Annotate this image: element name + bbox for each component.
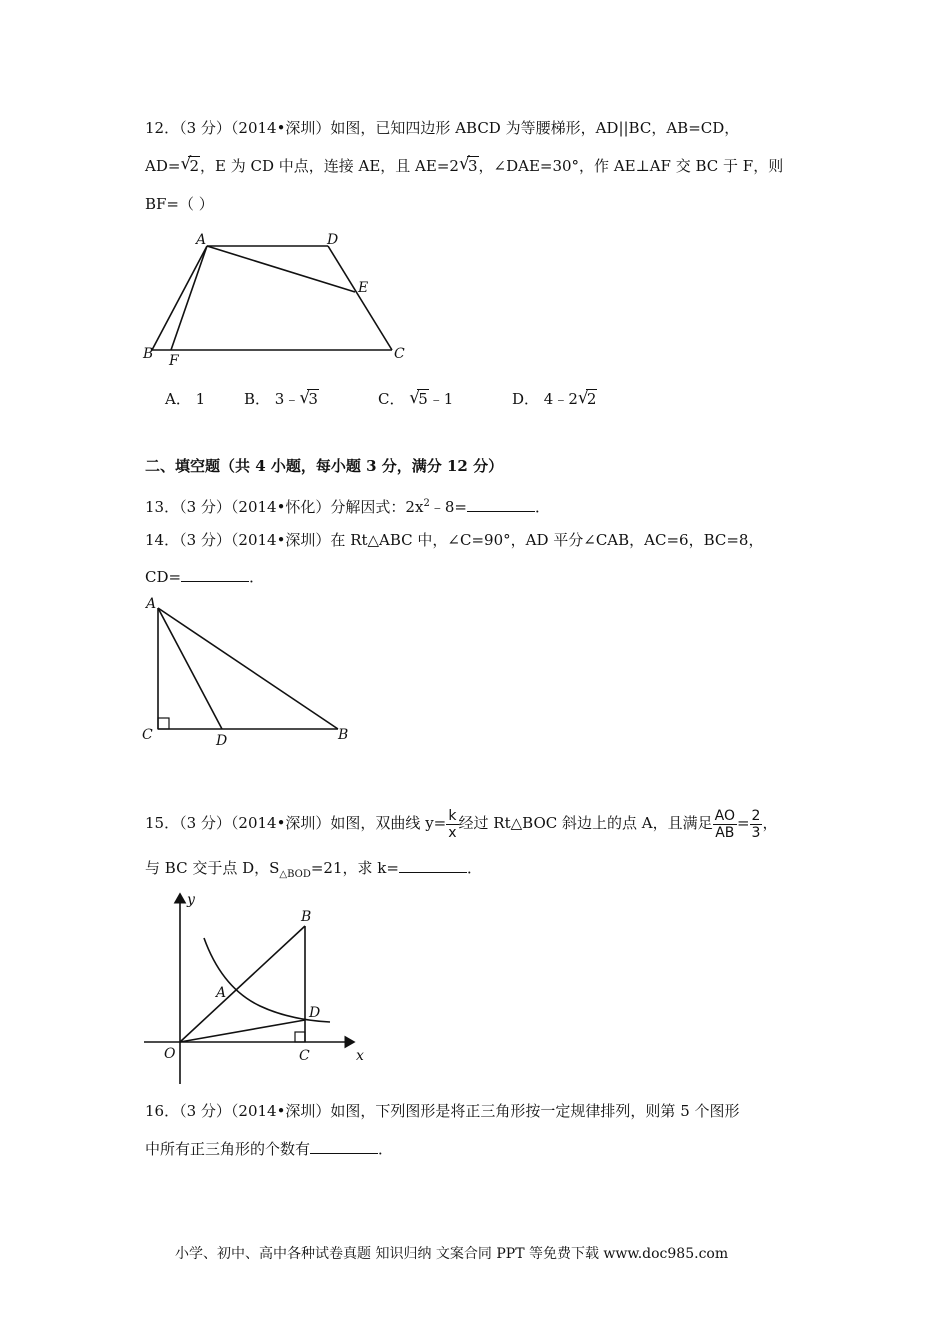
- label-x: x: [356, 1048, 364, 1064]
- label-D: D: [216, 733, 228, 749]
- label-F: F: [169, 353, 179, 369]
- label-A: A: [196, 232, 207, 248]
- q13-answer-blank[interactable]: [467, 497, 535, 512]
- label-D: D: [309, 1005, 321, 1021]
- sqrt-3: √ 3: [458, 154, 478, 175]
- q16-line2: 中所有正三角形的个数有 ．: [145, 1140, 394, 1158]
- q12-line2-b: ，E 为 CD 中点，连接 AE，且 AE=2: [199, 157, 459, 175]
- q12-line2-a: AD=: [145, 157, 181, 175]
- fraction-k-over-x: $\frac{k}{x}$: [448, 807, 457, 841]
- fraction-ao-over-ab: $\frac{AO}{AB}$: [714, 807, 735, 841]
- label-B: B: [143, 346, 154, 362]
- label-C: C: [142, 727, 153, 743]
- q14-line2: CD= ．: [145, 568, 265, 586]
- q16-answer-blank[interactable]: [310, 1139, 378, 1154]
- label-B: B: [301, 909, 312, 925]
- choice-a[interactable]: A． 1: [165, 390, 206, 408]
- q14-line1: 14．（3 分）（2014•深圳）在 Rt△ABC 中，∠C=90°，AD 平分∠CAB，AC=6，BC=8，: [145, 531, 764, 549]
- choice-d[interactable]: D． 4﹣2 √ 2: [512, 388, 597, 408]
- q15-answer-blank[interactable]: [399, 858, 467, 873]
- label-C: C: [394, 346, 405, 362]
- choice-c[interactable]: C． √ 5﹣1: [378, 388, 454, 408]
- hyperbola-figure: [140, 888, 380, 1088]
- label-O: O: [164, 1046, 176, 1062]
- page-footer: 小学、初中、高中各种试卷真题 知识归纳 文案合同 PPT 等免费下载 www.doc985.com: [175, 1246, 729, 1262]
- q12-line1: 12．（3 分）（2014•深圳）如图，已知四边形 ABCD 为等腰梯形，AD||BC，AB=CD，: [145, 119, 740, 137]
- q12-line3: BF=（ ）: [145, 195, 214, 213]
- q12-line2-c: ，∠DAE=30°，作 AE⊥AF 交 BC 于 F，则: [478, 157, 784, 175]
- label-A: A: [146, 596, 157, 612]
- q15-line2: 与 BC 交于点 D，$S_{\triangle BOD}=21$，求 k= ．: [145, 859, 482, 880]
- q16-line1: 16．（3 分）（2014•深圳）如图，下列图形是将正三角形按一定规律排列，则第 5 个图形: [145, 1102, 740, 1120]
- label-B: B: [338, 727, 349, 743]
- q15-line1: 15．（3 分）（2014•深圳）如图，双曲线 y= $\frac{k}{x}$ 经过 Rt△BOC 斜边上的点 A，且满足 $\frac{AO}{AB}$ = $\frac{2}{3}$ ，: [145, 807, 778, 841]
- label-A: A: [216, 985, 227, 1001]
- label-D: D: [327, 232, 339, 248]
- right-triangle-figure: [140, 594, 360, 750]
- fraction-2-over-3: $\frac{2}{3}$: [751, 807, 761, 841]
- label-y: y: [187, 892, 195, 908]
- label-C: C: [299, 1048, 310, 1064]
- q13-text: 13．（3 分）（2014•怀化）分解因式：$2x^2﹣8=$ ．: [145, 498, 550, 516]
- choice-b[interactable]: B． 3﹣ √ 3: [244, 388, 318, 408]
- sqrt-2: √ 2: [180, 154, 199, 175]
- section-title: 二、填空题（共 4 小题，每小题 3 分，满分 12 分）: [145, 457, 504, 475]
- q14-answer-blank[interactable]: [181, 567, 249, 582]
- q12-line2: [145, 156, 783, 176]
- trapezoid-figure: [140, 228, 420, 370]
- label-E: E: [358, 280, 369, 296]
